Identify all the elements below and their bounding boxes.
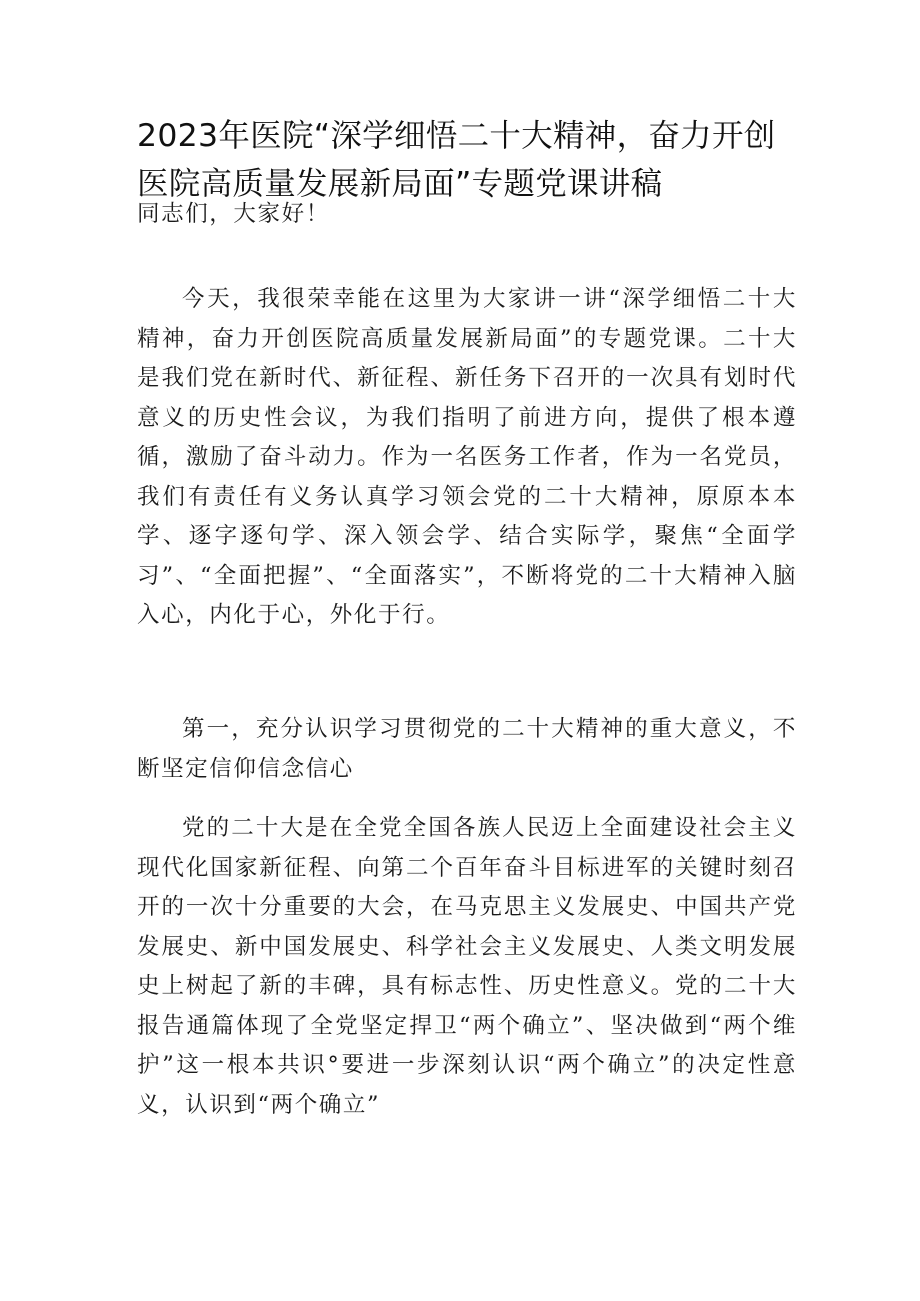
greeting: 同志们，大家好！	[137, 201, 330, 227]
document-title	[137, 112, 807, 208]
paragraph-significance: 党的二十大是在全党全国各族人民迈上全面建设社会主义现代化国家新征程、向第二个百年奋斗目标进军的关键时刻召开的一次十分重要的大会，在马克思主义发展史、中国共产党发展史、新中国发展史、科学社会主义发展史、人类文明发展史上树起了新的丰碑，具有标志性、历史性意义。党的二十大报告通篇体现了全党坚定捍卫“两个确立”、坚决做到“两个维护”这一根本共识°要进一步深刻认识“两个确立”的决定性意义，认识到“两个确立”	[137, 815, 797, 1118]
section-heading-first: 第一，充分认识学习贯彻党的二十大精神的重大意义，不断坚定信仰信念信心	[137, 716, 797, 782]
paragraph-intro: 今天，我很荣幸能在这里为大家讲一讲“深学细悟二十大精神，奋力开创医院高质量发展新局面”的专题党课。二十大是我们党在新时代、新征程、新任务下召开的一次具有划时代意义的历史性会议，为我们指明了前进方向，提供了根本遵循，激励了奋斗动力。作为一名医务工作者，作为一名党员，我们有责任有义务认真学习领会党的二十大精神，原原本本学、逐字逐句学、深入领会学、结合实际学，聚焦“全面学习”、“全面把握”、“全面落实”，不断将党的二十大精神入脑入心，内化于心，外化于行。	[137, 286, 797, 628]
title-line-1: 2023年医院“深学细悟二十大精神，奋力开创	[137, 118, 776, 154]
title-line-2: 医院高质量发展新局面”专题党课讲稿	[137, 166, 663, 202]
